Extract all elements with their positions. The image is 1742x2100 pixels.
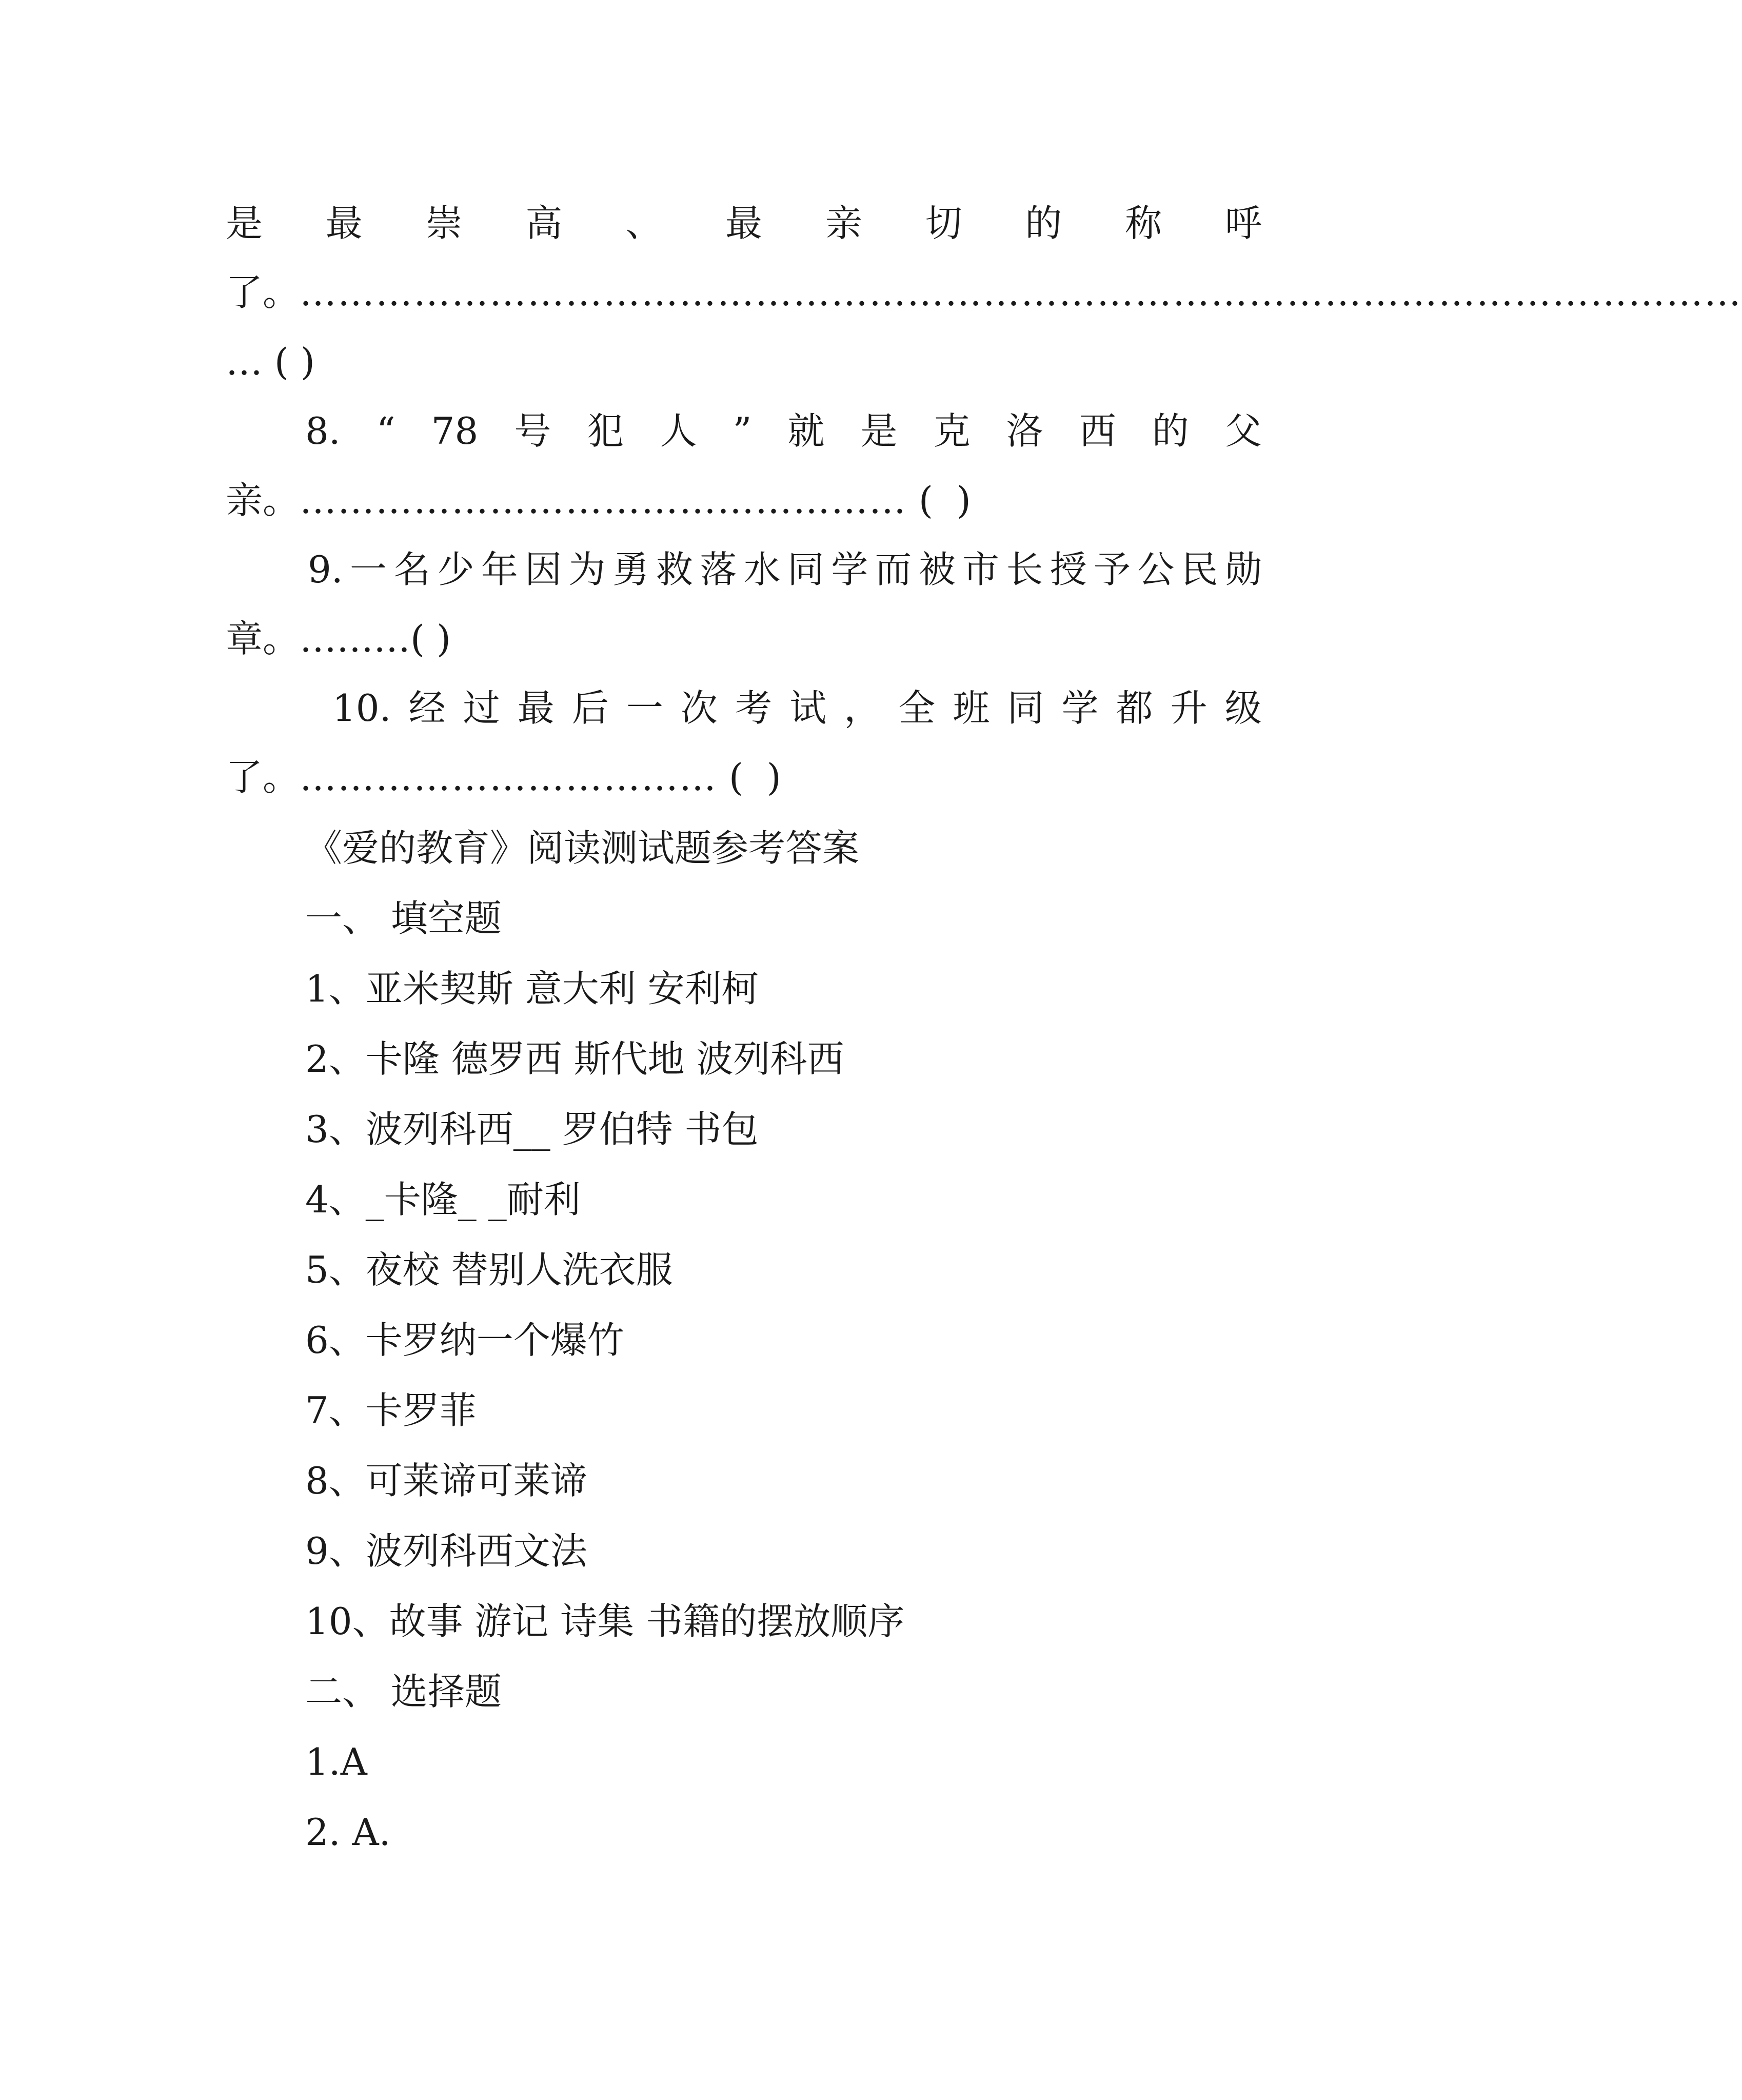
item9-char: 一 [349,548,387,591]
item9-char: 授 [1050,548,1087,591]
item9-char: 而 [875,548,912,591]
item8-char: 人 [660,409,697,453]
item10-char: 过 [463,686,500,730]
item8-line2 [226,475,1262,526]
item7-char: 是 [226,202,263,245]
item7-char: 崇 [425,202,463,245]
item7-leader-dots: …………………………………………………………………………………………………… [300,271,1742,314]
item10-char: 全 [898,686,936,730]
item8-line2-start: 亲。 [226,479,300,522]
item9-char: 长 [1006,548,1043,591]
fill-answer-5: 5、夜校 替别人洗衣服 [305,1248,673,1291]
item7-char: 、 [625,202,663,245]
item10-char: 班 [953,686,990,730]
item10-char: 一 [626,686,663,730]
item7-char: 的 [1025,202,1062,245]
item10-char: 次 [680,686,718,730]
fill-answer-7: 7、卡罗菲 [305,1389,477,1432]
item10-line2-start: 了。 [226,756,300,799]
item10-char: 考 [735,686,773,730]
choice-answer-2: 2. A. [305,1811,391,1854]
item8-leader-dots: ………………………………………… [300,479,907,522]
item9-char: 因 [525,548,562,591]
fill-answer-9: 9、波列科西文法 [305,1529,587,1573]
item7-char: 呼 [1224,202,1262,245]
item8-char: 就 [787,409,825,453]
item9-char: 予 [1094,548,1131,591]
item10-char: 试 [789,686,827,730]
fill-answer-2: 2、卡隆 德罗西 斯代地 波列科西 [305,1037,844,1081]
item9-char: 勇 [612,548,649,591]
item9-char: 勋 [1224,548,1262,591]
item7-line2-start: 了。 [226,271,300,314]
item8-char: “ [376,409,395,453]
item9-char: 市 [962,548,1000,591]
fill-answer-1: 1、亚米契斯 意大利 安利柯 [305,967,759,1010]
item9-line1 [308,544,1262,595]
item9-char: 为 [568,548,606,591]
item9-char: 9. [308,548,343,591]
item7-char: 切 [925,202,962,245]
item8-answer-paren: ( ) [907,479,971,522]
item7-char: 最 [325,202,363,245]
item8-char: ” [733,409,752,453]
fill-answer-4: 4、_卡隆_ _耐利 [305,1178,581,1221]
item10-char: 后 [571,686,609,730]
item9-char: 被 [918,548,956,591]
item7-char: 最 [725,202,762,245]
item10-char: 升 [1170,686,1207,730]
item9-char: 学 [831,548,868,591]
item8-char: 西 [1079,409,1116,453]
item9-char: 落 [700,548,737,591]
item10-char: 级 [1224,686,1262,730]
fill-answer-10: 10、故事 游记 诗集 书籍的摆放顺序 [305,1600,905,1643]
item10-leader-dots: …………………………… [300,756,718,799]
item9-char: 年 [481,548,518,591]
fill-answer-6: 6、卡罗纳一个爆竹 [305,1319,624,1362]
item10-char: 学 [1061,686,1099,730]
section1-heading: 一、 填空题 [305,897,502,940]
item10-line2 [226,752,1262,803]
item8-line1 [305,405,1262,457]
section2-heading: 二、 选择题 [305,1670,502,1713]
fill-answer-8: 8、可莱谛可莱谛 [305,1459,587,1502]
item7-char: 亲 [825,202,862,245]
fill-answer-3: 3、波列科西__ 罗伯特 书包 [305,1108,759,1151]
item9-char: 公 [1137,548,1175,591]
item10-char: 经 [408,686,446,730]
item9-char: 救 [656,548,694,591]
item8-char: 号 [514,409,551,453]
item9-char: 民 [1181,548,1218,591]
item7-char: 称 [1125,202,1162,245]
item8-char: 父 [1224,409,1262,453]
item8-char: 的 [1152,409,1189,453]
item9-char: 名 [393,548,431,591]
item8-char: 8. [305,409,341,453]
item10-char: ， [844,686,881,730]
item7-line3: … ( ) [226,340,315,383]
item7-line1 [226,198,1262,249]
item10-char: 同 [1007,686,1044,730]
item9-char: 少 [437,548,474,591]
item8-char: 是 [860,409,898,453]
item8-char: 78 [431,409,479,453]
item8-char: 洛 [1006,409,1043,453]
item10-char: 最 [517,686,555,730]
item10-line1 [332,682,1262,734]
item8-char: 克 [933,409,971,453]
choice-answer-1: 1.A [305,1740,367,1783]
item10-char: 10. [332,686,391,730]
item9-line2: 章。………( ) [226,617,451,660]
item10-char: 都 [1116,686,1153,730]
item7-char: 高 [525,202,563,245]
answers-title: 《爱的教育》阅读测试题参考答案 [305,827,860,870]
item9-char: 同 [787,548,824,591]
item9-char: 水 [743,548,781,591]
item8-char: 犯 [587,409,624,453]
item10-answer-paren: ( ) [717,756,781,799]
item7-line2 [226,267,1742,318]
